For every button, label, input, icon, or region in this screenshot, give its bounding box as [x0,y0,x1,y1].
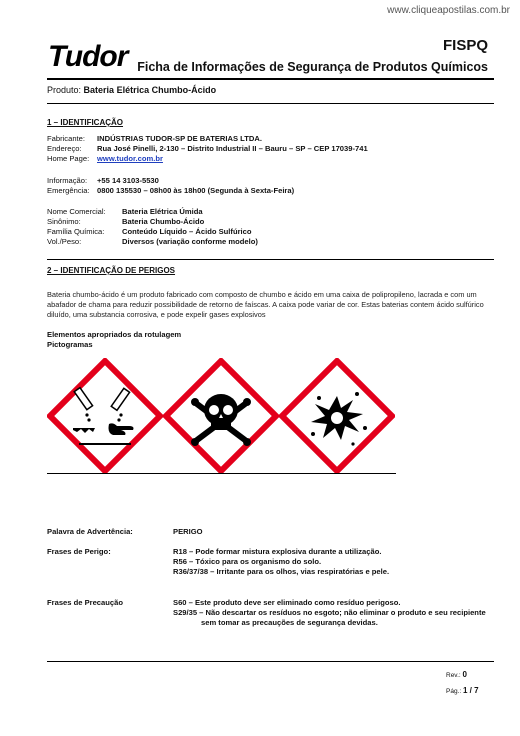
precaution-phrases-label: Frases de Precaução [47,598,123,607]
emergencia-value: 0800 135530 – 08h00 às 18h00 (Segunda à Sexta-Feira) [97,186,295,195]
fabricante-label: Fabricante: [47,134,85,143]
section-1-title: 1 – IDENTIFICAÇÃO [47,118,124,127]
corrosion-pictogram [47,358,163,474]
fabricante-value: INDÚSTRIAS TUDOR-SP DE BATERIAS LTDA. [97,134,262,143]
informacao-row [47,176,159,186]
watermark: www.cliqueapostilas.com.br [387,5,510,16]
hazard-phrase-r36: R36/37/38 – Irritante para os olhos, vias respiratórias e pele. [173,567,390,576]
pictogram-rule [47,473,396,474]
sinonimo-row [47,217,204,227]
informacao-value: +55 14 3103-5530 [97,176,159,185]
endereco-row [47,144,368,154]
signal-word-label: Palavra de Advertência: [47,527,133,536]
pictograms-heading: Pictogramas [47,340,93,349]
homepage-link[interactable]: www.tudor.com.br [97,154,163,163]
nome-comercial-label: Nome Comercial: [47,207,106,216]
familia-quimica-value: Conteúdo Líquido – Ácido Sulfúrico [122,227,252,236]
product-value: Bateria Elétrica Chumbo-Ácido [83,85,217,95]
hazard-phrase-r56: R56 – Tóxico para os organismo do solo. [173,557,322,566]
endereco-label: Endereço: [47,144,82,153]
page-number [446,686,479,695]
product-label: Produto: [47,85,82,95]
sinonimo-value: Bateria Chumbo-Ácido [122,217,205,226]
exploding-bomb-pictogram [279,358,395,474]
skull-crossbones-pictogram [163,358,279,474]
page-value: 1 / 7 [463,686,479,695]
precaution-phrase-s60: S60 – Este produto deve ser eliminado como resíduo perigoso. [173,598,401,607]
homepage-row [47,154,163,164]
page-label: Pág.: [446,688,462,695]
precaution-phrase-s29-cont: sem tomar as precauções de segurança devidas. [201,618,378,627]
precaution-phrase-s29: S29/35 – Não descartar os resíduos no esgoto; não eliminar o produto e seu recipiente [173,608,486,617]
hazard-description: Bateria chumbo-ácido é um produto fabricado com composto de chumbo e ácido em uma caixa de polipropileno, lacrada e com um abafador de chama para reduzir possibilidade de retorno de faíscas. A caixa pode variar de cor. Estas baterias contem ácido sulfúrico diluído, uma substancia corrosiva, e pode expelir gases explosivos [47,290,484,319]
nome-comercial-row [47,207,203,217]
header-rule [47,78,494,80]
footer-rule [47,661,494,662]
signal-word-value: PERIGO [173,527,203,536]
familia-quimica-row [47,227,252,237]
vol-peso-row [47,237,258,247]
informacao-label: Informação: [47,176,88,185]
section-2-title: 2 – IDENTIFICAÇÃO DE PERIGOS [47,266,176,275]
hazard-phrase-r18: R18 – Pode formar mistura explosiva durante a utilização. [173,547,382,556]
sinonimo-label: Sinônimo: [47,217,81,226]
nome-comercial-value: Bateria Elétrica Úmida [122,207,203,216]
revision-value: 0 [462,670,467,679]
revision-label: Rev.: [446,672,461,679]
product-line [47,85,216,95]
doc-title: Ficha de Informações de Segurança de Produtos Químicos [137,60,488,74]
emergencia-row [47,186,294,196]
tudor-logo: Tudor [48,40,128,73]
fabricante-row [47,134,262,144]
familia-quimica-label: Família Química: [47,227,105,236]
product-rule [47,103,494,104]
vol-peso-value: Diversos (variação conforme modelo) [122,237,258,246]
label-elements-heading: Elementos apropriados da rotulagem [47,330,182,339]
revision [446,670,467,679]
section-divider [47,259,494,260]
endereco-value: Rua José Pinelli, 2-130 – Distrito Industrial II – Bauru – SP – CEP 17039-741 [97,144,368,153]
vol-peso-label: Vol./Peso: [47,237,82,246]
emergencia-label: Emergência: [47,186,90,195]
hazard-phrases-label: Frases de Perigo: [47,547,111,556]
doc-code: FISPQ [442,37,488,54]
homepage-label: Home Page: [47,154,90,163]
